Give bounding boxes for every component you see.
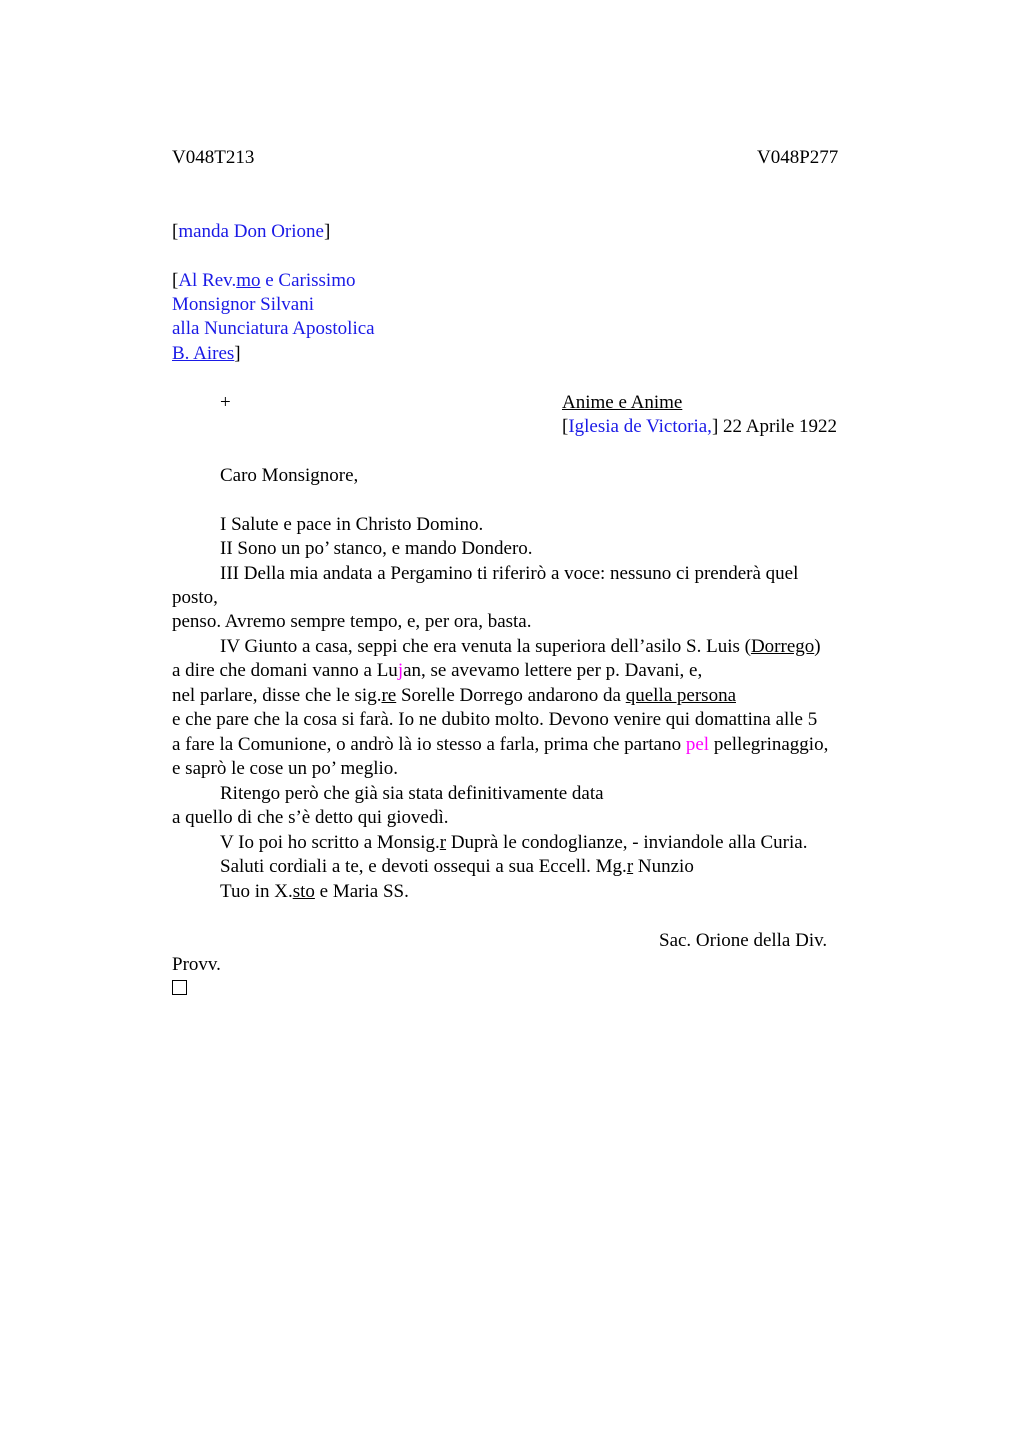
text-run: ) [814, 636, 821, 657]
underlined-name: Dorrego [750, 636, 815, 657]
addressee-text: e Carissimo [260, 270, 356, 291]
text-run: nel parlare, disse che le sig. [172, 685, 382, 706]
body-line: e saprò le cose un po’ meglio. [172, 758, 398, 779]
text-run: IV Giunto a casa, seppi che era venuta la superiora dell’asilo S. Luis ( [220, 636, 751, 657]
correction-mark: j [397, 660, 404, 681]
body-line: II Sono un po’ stanco, e mando Dondero. [220, 538, 533, 559]
bracket: [ [562, 416, 569, 437]
place: Iglesia de Victoria, [568, 416, 712, 437]
body-line [220, 855, 694, 879]
abbreviation: sto [292, 881, 315, 902]
date: 22 Aprile 1922 [718, 416, 838, 437]
body-line [220, 880, 409, 904]
body-line [220, 831, 807, 855]
text-run: V Io poi ho scritto a Monsig. [220, 832, 440, 853]
bracket: ] [711, 416, 719, 437]
cross-symbol: + [220, 392, 231, 413]
abbreviation: r [439, 832, 447, 853]
text-run: Saluti cordiali a te, e devoti ossequi a sua Eccell. Mg. [220, 856, 627, 877]
underlined-phrase: quella persona [625, 685, 736, 706]
addressee-line-1 [172, 269, 355, 293]
body-line: penso. Avremo sempre tempo, e, per ora, basta. [172, 611, 532, 632]
addressee-line-2: Monsignor Silvani [172, 294, 314, 315]
motto: Anime e Anime [562, 392, 683, 413]
body-line: I Salute e pace in Christo Domino. [220, 514, 484, 535]
bracket: [ [172, 221, 179, 242]
abbreviation: r [626, 856, 634, 877]
bracket: ] [234, 343, 241, 364]
text-run: Duprà le condoglianze, - inviandole alla Curia. [446, 832, 808, 853]
text-run: Sorelle Dorrego andarono da [396, 685, 626, 706]
salutation: Caro Monsignore, [220, 465, 359, 486]
body-line [220, 635, 821, 659]
addressee-city: B. Aires [172, 343, 235, 364]
sender-note [172, 220, 330, 244]
body-line [172, 733, 828, 757]
end-marker-box [172, 980, 187, 995]
text-run: e Maria SS. [314, 881, 409, 902]
body-line: Ritengo però che già sia stata definitivamente data [220, 783, 604, 804]
text-run: a fare la Comunione, o andrò là io stesso a farla, prima che partano [172, 734, 686, 755]
place-date [562, 415, 837, 439]
body-line [172, 684, 736, 708]
body-line: III Della mia andata a Pergamino ti riferirò a voce: nessuno ci prenderà quel [220, 563, 799, 584]
text-run: a dire che domani vanno a Lu [172, 660, 398, 681]
document-code-left: V048T213 [172, 147, 255, 168]
addressee-line-4 [172, 342, 241, 366]
bracket: [ [172, 270, 179, 291]
text-run: Tuo in X. [220, 881, 293, 902]
addressee-line-3: alla Nunciatura Apostolica [172, 318, 375, 339]
body-line: a quello di che s’è detto qui giovedì. [172, 807, 449, 828]
signature-line-1: Sac. Orione della Div. [659, 930, 828, 951]
text-run: Nunzio [633, 856, 694, 877]
document-code-right: V048P277 [757, 147, 839, 168]
body-line [172, 659, 702, 683]
sender-text: manda Don Orione [178, 221, 324, 242]
text-run: an, se avevamo lettere per p. Davani, e, [403, 660, 703, 681]
abbreviation: re [381, 685, 397, 706]
body-line: posto, [172, 587, 218, 608]
addressee-text: Al Rev. [178, 270, 237, 291]
abbreviation: mo [236, 270, 261, 291]
signature-line-2: Provv. [172, 954, 221, 975]
bracket: ] [323, 221, 331, 242]
text-run: pellegrinaggio, [709, 734, 829, 755]
correction-mark: pel [685, 734, 710, 755]
body-line: e che pare che la cosa si farà. Io ne dubito molto. Devono venire qui domattina alle 5 [172, 709, 818, 730]
